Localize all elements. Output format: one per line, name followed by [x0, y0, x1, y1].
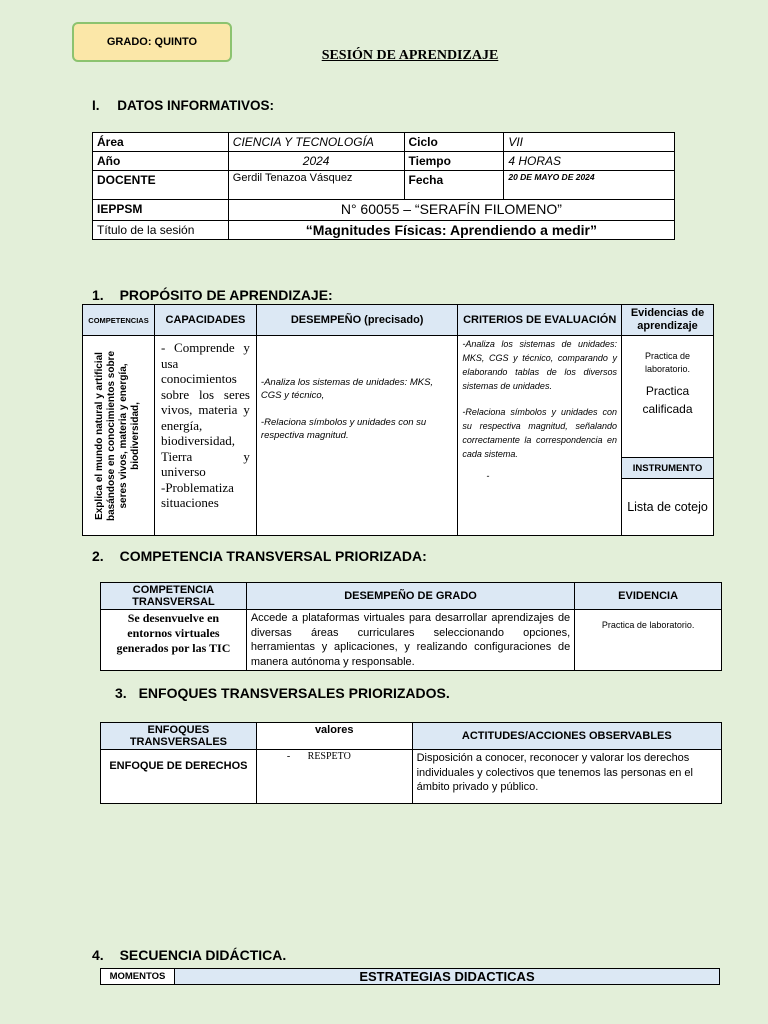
header-enfoques: ENFOQUES TRANSVERSALES — [101, 723, 257, 750]
ciclo-label: Ciclo — [404, 133, 504, 152]
section-competencia-number: 2. — [92, 548, 104, 564]
fecha-value: 20 DE MAYO DE 2024 — [504, 171, 675, 200]
desempeno-2: -Relaciona símbolos y unidades con su respectiva magnitud. — [260, 417, 427, 441]
table-row — [93, 133, 675, 152]
docente-value: Gerdil Tenazoa Vásquez — [228, 171, 404, 200]
table-row — [93, 171, 675, 200]
criterio-2: -Relaciona símbolos y unidades con su respectiva magnitud, señalando correctamente la correspondencia en cada sistema. — [462, 407, 618, 459]
section-competencia-title: COMPETENCIA TRANSVERSAL PRIORIZADA: — [119, 548, 427, 564]
titulo-value: “Magnitudes Físicas: Aprendiendo a medir” — [228, 221, 674, 240]
docente-label: DOCENTE — [93, 171, 229, 200]
area-value: CIENCIA Y TECNOLOGÍA — [228, 133, 404, 152]
header-desempeno-grado: DESEMPEÑO DE GRADO — [246, 583, 574, 610]
instrumento-value: Lista de cotejo — [622, 479, 714, 536]
grade-box — [72, 22, 232, 62]
capacidad-2: -Problematiza situaciones — [160, 479, 234, 510]
evidencia-2: Practica calificada — [642, 384, 693, 416]
competencia-value: Se desenvuelve en entornos virtuales generados por las TIC — [101, 610, 247, 671]
datos-table — [92, 132, 675, 240]
competencia-table — [100, 582, 722, 671]
table-row — [101, 969, 720, 985]
table-row — [93, 221, 675, 240]
evidencias-cell — [622, 336, 714, 458]
section-enfoques-number: 3. — [115, 685, 127, 701]
proposito-table — [82, 304, 714, 536]
table-row — [93, 200, 675, 221]
session-title: SESIÓN DE APRENDIZAJE — [321, 48, 499, 63]
section-proposito-title: PROPÓSITO DE APRENDIZAJE: — [119, 287, 333, 303]
section-secuencia-heading — [92, 947, 286, 963]
header-evidencia: EVIDENCIA — [575, 583, 722, 610]
section-datos-heading — [92, 98, 274, 113]
header-competencias: COMPETENCIAS — [83, 305, 155, 336]
header-criterios: CRITERIOS DE EVALUACIÓN — [458, 305, 622, 336]
section-datos-title: DATOS INFORMATIVOS: — [117, 98, 275, 113]
header-instrumento: INSTRUMENTO — [622, 458, 714, 479]
header-capacidades: CAPACIDADES — [154, 305, 256, 336]
ciclo-value: VII — [504, 133, 675, 152]
header-estrategias: ESTRATEGIAS DIDACTICAS — [174, 969, 719, 985]
table-row — [101, 583, 722, 610]
table-row — [93, 152, 675, 171]
area-label: Área — [93, 133, 229, 152]
desempeno-1: -Analiza los sistemas de unidades: MKS, CGS y técnico, — [260, 377, 434, 401]
criterios-cell — [458, 336, 622, 536]
header-momentos: MOMENTOS — [101, 969, 175, 985]
table-row — [83, 336, 714, 458]
capacidad-1: - Comprende y usa conocimientos sobre los seres vivos, materia y energía, biodiversidad, Tierra y universo — [160, 340, 250, 479]
section-proposito-heading — [92, 287, 333, 303]
section-secuencia-number: 4. — [92, 947, 104, 963]
table-row — [101, 750, 722, 804]
evidencia-1: Practica de laboratorio. — [645, 351, 691, 374]
competencia-cell — [83, 336, 155, 536]
header-actitudes: ACTITUDES/ACCIONES OBSERVABLES — [412, 723, 721, 750]
tiempo-value: 4 HORAS — [504, 152, 675, 171]
section-proposito-number: 1. — [92, 287, 104, 303]
titulo-label: Título de la sesión — [93, 221, 229, 240]
section-secuencia-title: SECUENCIA DIDÁCTICA. — [119, 947, 287, 963]
enfoques-table — [100, 722, 722, 804]
secuencia-table — [100, 968, 720, 985]
criterio-1: -Analiza los sistemas de unidades: MKS, CGS y técnico, comparando y elaborando tablas de los diversos sistemas de unidades. — [462, 339, 618, 391]
valor-value: - RESPETO — [256, 750, 412, 804]
table-row — [101, 723, 722, 750]
header-evidencias: Evidencias de aprendizaje — [622, 305, 714, 336]
competencia-vertical-text: Explica el mundo natural y artificial basándose en conocimientos sobre seres vivos, materia y energía, biodiversidad, — [94, 350, 142, 521]
capacidades-cell — [154, 336, 256, 536]
table-row — [101, 610, 722, 671]
criterio-dash: - — [486, 471, 490, 481]
fecha-label: Fecha — [404, 171, 504, 200]
header-competencia-transversal: COMPETENCIA TRANSVERSAL — [101, 583, 247, 610]
grade-label: GRADO: QUINTO — [106, 36, 198, 48]
section-enfoques-title: ENFOQUES TRANSVERSALES PRIORIZADOS. — [138, 685, 450, 701]
tiempo-label: Tiempo — [404, 152, 504, 171]
desempeno-grado-value: Accede a plataformas virtuales para desarrollar aprendizajes de diversas áreas curriculares seleccionando opciones, herramientas y aplicaciones, y realizando configuraciones de manera autónoma y responsable. — [246, 610, 574, 671]
section-datos-number: I. — [92, 98, 100, 113]
ieppsm-label: IEPPSM — [93, 200, 229, 221]
header-desempeno: DESEMPEÑO (precisado) — [256, 305, 457, 336]
section-enfoques-heading — [115, 685, 450, 701]
header-valores: valores — [256, 723, 412, 750]
evidencia-value: Practica de laboratorio. — [575, 610, 722, 671]
section-competencia-heading — [92, 548, 427, 564]
enfoque-value: ENFOQUE DE DERECHOS — [101, 750, 257, 804]
actitud-value: Disposición a conocer, reconocer y valorar los derechos individuales y colectivos que tenemos las personas en el ámbito privado y público. — [412, 750, 721, 804]
ieppsm-value: N° 60055 – “SERAFÍN FILOMENO” — [228, 200, 674, 221]
desempeno-cell — [256, 336, 457, 536]
anio-label: Año — [93, 152, 229, 171]
table-row — [83, 305, 714, 336]
anio-value: 2024 — [228, 152, 404, 171]
